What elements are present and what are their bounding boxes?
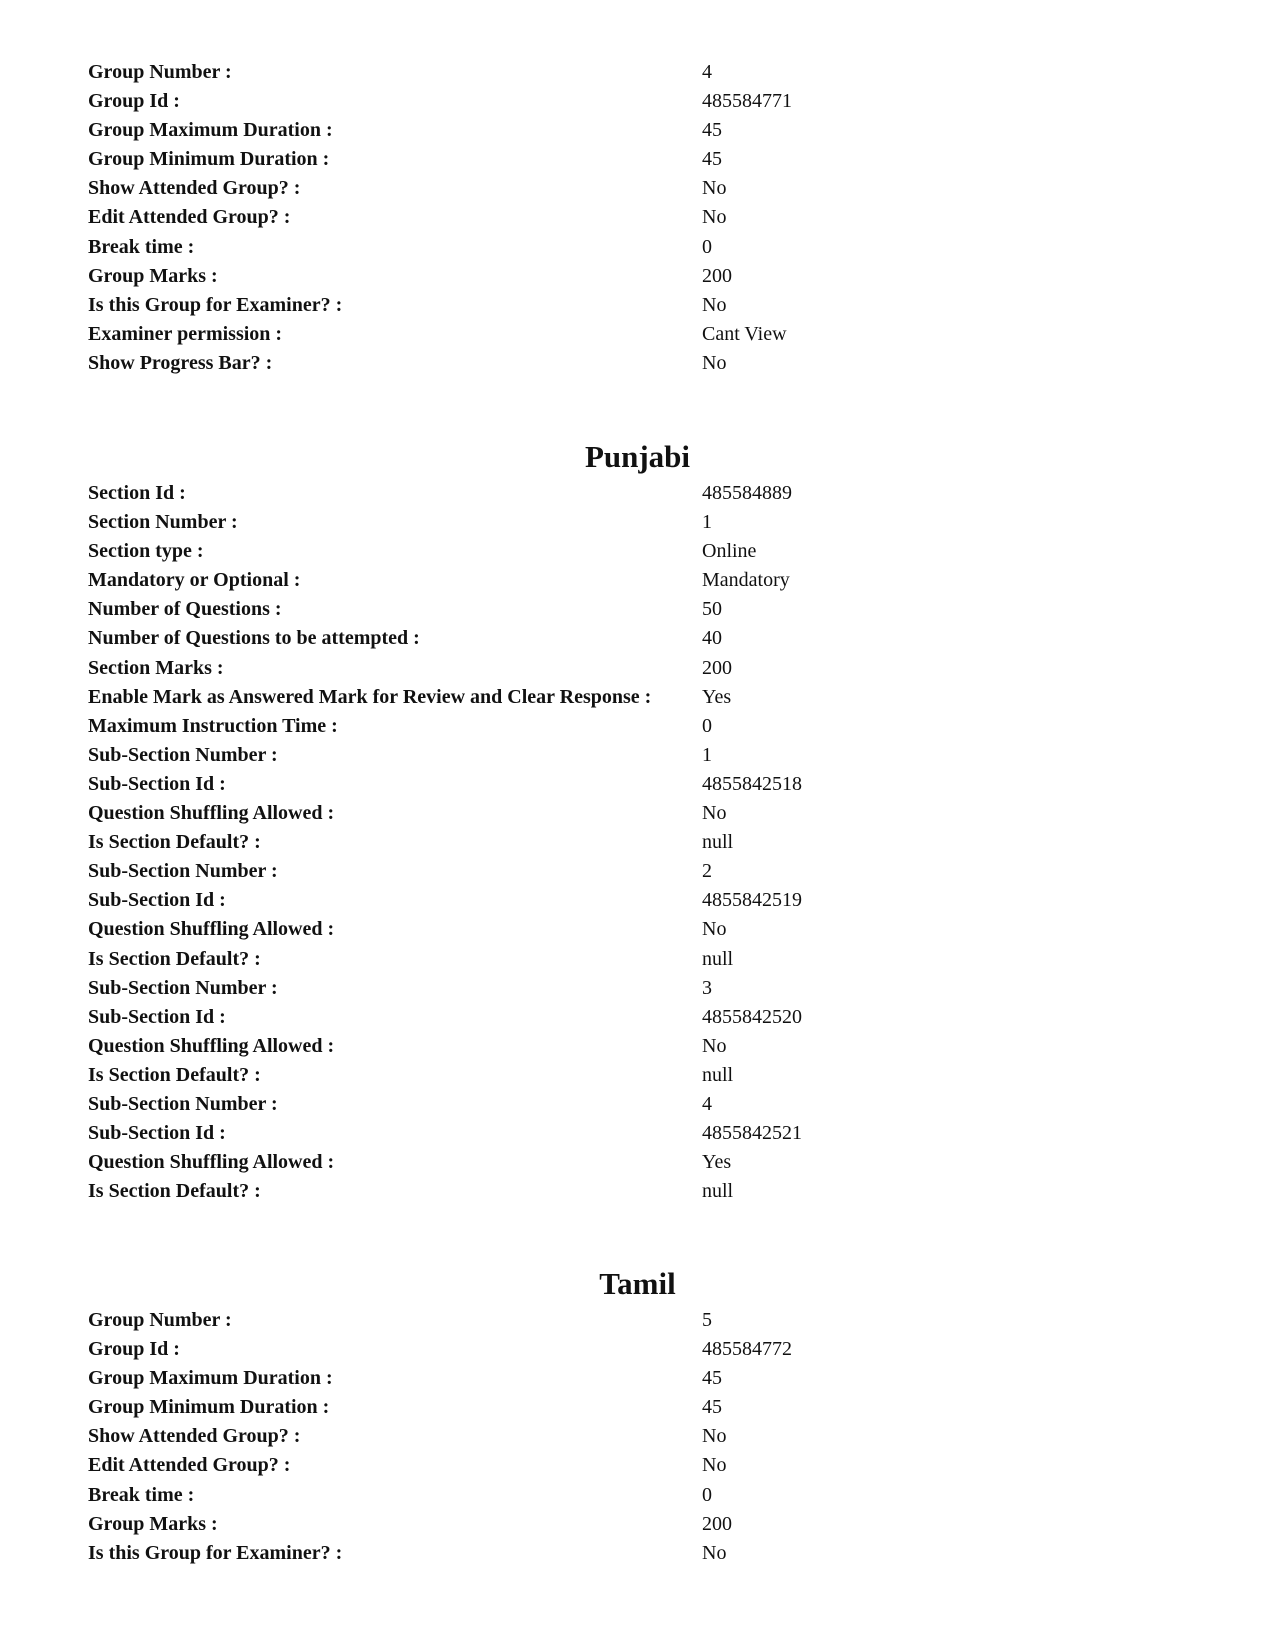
field-value: 4855842520	[702, 1005, 802, 1028]
field-label: Is this Group for Examiner? :	[88, 293, 343, 316]
field-row	[88, 1306, 1088, 1335]
field-row	[88, 1032, 1088, 1061]
field-value: No	[702, 293, 727, 316]
field-row	[88, 320, 1088, 349]
field-label: Group Maximum Duration :	[88, 1367, 333, 1390]
field-label: Number of Questions to be attempted :	[88, 627, 420, 650]
field-label: Group Marks :	[88, 1512, 218, 1535]
field-value: No	[702, 177, 727, 200]
tamil-group-details	[88, 1306, 1088, 1568]
field-value: No	[702, 918, 727, 941]
field-label: Sub-Section Id :	[88, 772, 226, 795]
field-value: null	[702, 831, 734, 854]
field-row	[88, 87, 1088, 116]
field-value: No	[702, 802, 727, 825]
field-row	[88, 683, 1088, 712]
field-row	[88, 1119, 1088, 1148]
field-value: 200	[702, 656, 732, 679]
field-value: null	[702, 947, 734, 970]
field-row	[88, 566, 1088, 595]
field-value: 50	[702, 598, 722, 621]
field-label: Edit Attended Group? :	[88, 1454, 291, 1477]
field-row	[88, 1393, 1088, 1422]
field-value: 3	[702, 976, 712, 999]
field-value: 0	[702, 1483, 712, 1506]
field-row	[88, 915, 1088, 944]
tamil-section-title: Tamil	[599, 1266, 676, 1301]
field-label: Edit Attended Group? :	[88, 206, 291, 229]
field-row	[88, 1422, 1088, 1451]
field-row	[88, 770, 1088, 799]
field-value: null	[702, 1063, 734, 1086]
field-row	[88, 233, 1088, 262]
field-value: No	[702, 206, 727, 229]
field-label: Group Id :	[88, 90, 180, 113]
field-label: Mandatory or Optional :	[88, 569, 301, 592]
field-value: 40	[702, 627, 722, 650]
field-value: 4855842521	[702, 1122, 802, 1145]
punjabi-section-title: Punjabi	[584, 439, 691, 474]
field-value: 200	[702, 264, 732, 287]
field-label: Sub-Section Number :	[88, 1092, 278, 1115]
field-row	[88, 624, 1088, 653]
field-value: 4	[702, 1092, 712, 1115]
field-label: Show Attended Group? :	[88, 177, 301, 200]
field-value: No	[702, 1454, 727, 1477]
field-label: Section Marks :	[88, 656, 224, 679]
field-value: 485584771	[702, 90, 792, 113]
field-label: Sub-Section Id :	[88, 889, 226, 912]
field-value: 45	[702, 119, 722, 142]
field-value: No	[702, 351, 727, 374]
field-value: 5	[702, 1309, 712, 1331]
field-row	[88, 262, 1088, 291]
field-row	[88, 479, 1088, 508]
field-value: Mandatory	[702, 569, 790, 592]
field-label: Group Minimum Duration :	[88, 148, 330, 171]
field-row	[88, 203, 1088, 232]
field-row	[88, 974, 1088, 1003]
field-label: Group Number :	[88, 61, 232, 83]
field-row	[88, 291, 1088, 320]
field-row	[88, 1177, 1088, 1206]
field-label: Is Section Default? :	[88, 831, 261, 854]
field-label: Sub-Section Id :	[88, 1122, 226, 1145]
field-value: No	[702, 1034, 727, 1057]
field-label: Sub-Section Number :	[88, 860, 278, 883]
field-label: Group Maximum Duration :	[88, 119, 333, 142]
field-row	[88, 1090, 1088, 1119]
field-value: 485584889	[702, 482, 792, 504]
field-row	[88, 799, 1088, 828]
field-label: Break time :	[88, 1483, 195, 1506]
field-row	[88, 145, 1088, 174]
field-label: Is Section Default? :	[88, 1063, 261, 1086]
field-label: Group Number :	[88, 1309, 232, 1331]
field-row	[88, 174, 1088, 203]
group-4-details	[88, 58, 1088, 378]
field-value: 200	[702, 1512, 732, 1535]
field-row	[88, 886, 1088, 915]
field-label: Group Id :	[88, 1338, 180, 1361]
field-row	[88, 595, 1088, 624]
field-value: 4855842518	[702, 772, 802, 795]
field-value: 0	[702, 714, 712, 737]
field-label: Enable Mark as Answered Mark for Review and Clear Response :	[88, 685, 652, 708]
field-row	[88, 349, 1088, 378]
field-value: No	[702, 1425, 727, 1448]
field-label: Number of Questions :	[88, 598, 282, 621]
field-value: Online	[702, 540, 757, 563]
field-value: null	[702, 1180, 734, 1203]
field-row	[88, 654, 1088, 683]
field-value: 2	[702, 860, 712, 883]
field-row	[88, 1364, 1088, 1393]
field-value: 0	[702, 235, 712, 258]
field-label: Section type :	[88, 540, 204, 563]
field-row	[88, 1451, 1088, 1480]
field-row	[88, 1481, 1088, 1510]
field-value: 485584772	[702, 1338, 792, 1361]
field-row	[88, 1510, 1088, 1539]
field-row	[88, 857, 1088, 886]
field-row	[88, 1061, 1088, 1090]
field-label: Group Marks :	[88, 264, 218, 287]
field-label: Question Shuffling Allowed :	[88, 802, 335, 825]
field-label: Question Shuffling Allowed :	[88, 1151, 335, 1174]
field-row	[88, 1335, 1088, 1364]
field-row	[88, 945, 1088, 974]
field-value: 1	[702, 743, 712, 766]
field-value: Cant View	[702, 322, 787, 345]
punjabi-section-details	[88, 479, 1088, 1206]
field-label: Examiner permission :	[88, 322, 283, 345]
field-row	[88, 828, 1088, 857]
field-row	[88, 537, 1088, 566]
field-row	[88, 1148, 1088, 1177]
field-label: Show Progress Bar? :	[88, 351, 273, 374]
field-label: Section Number :	[88, 511, 238, 534]
field-label: Question Shuffling Allowed :	[88, 1034, 335, 1057]
field-label: Sub-Section Number :	[88, 743, 278, 766]
field-value: 4855842519	[702, 889, 802, 912]
field-value: 45	[702, 1367, 722, 1390]
field-label: Sub-Section Id :	[88, 1005, 226, 1028]
field-row	[88, 508, 1088, 537]
field-label: Sub-Section Number :	[88, 976, 278, 999]
field-row	[88, 1003, 1088, 1032]
field-value: 45	[702, 148, 722, 171]
field-row	[88, 116, 1088, 145]
field-label: Section Id :	[88, 482, 186, 504]
field-label: Question Shuffling Allowed :	[88, 918, 335, 941]
field-label: Break time :	[88, 235, 195, 258]
field-row	[88, 712, 1088, 741]
field-value: No	[702, 1541, 727, 1564]
field-label: Group Minimum Duration :	[88, 1396, 330, 1419]
field-value: 1	[702, 511, 712, 534]
field-value: Yes	[702, 1151, 732, 1174]
field-label: Maximum Instruction Time :	[88, 714, 338, 737]
field-value: 45	[702, 1396, 722, 1419]
field-row	[88, 741, 1088, 770]
field-label: Is Section Default? :	[88, 947, 261, 970]
field-label: Is this Group for Examiner? :	[88, 1541, 343, 1564]
field-row	[88, 1539, 1088, 1568]
field-value: Yes	[702, 685, 732, 708]
field-row	[88, 58, 1088, 87]
field-label: Show Attended Group? :	[88, 1425, 301, 1448]
field-label: Is Section Default? :	[88, 1180, 261, 1203]
field-value: 4	[702, 61, 712, 83]
